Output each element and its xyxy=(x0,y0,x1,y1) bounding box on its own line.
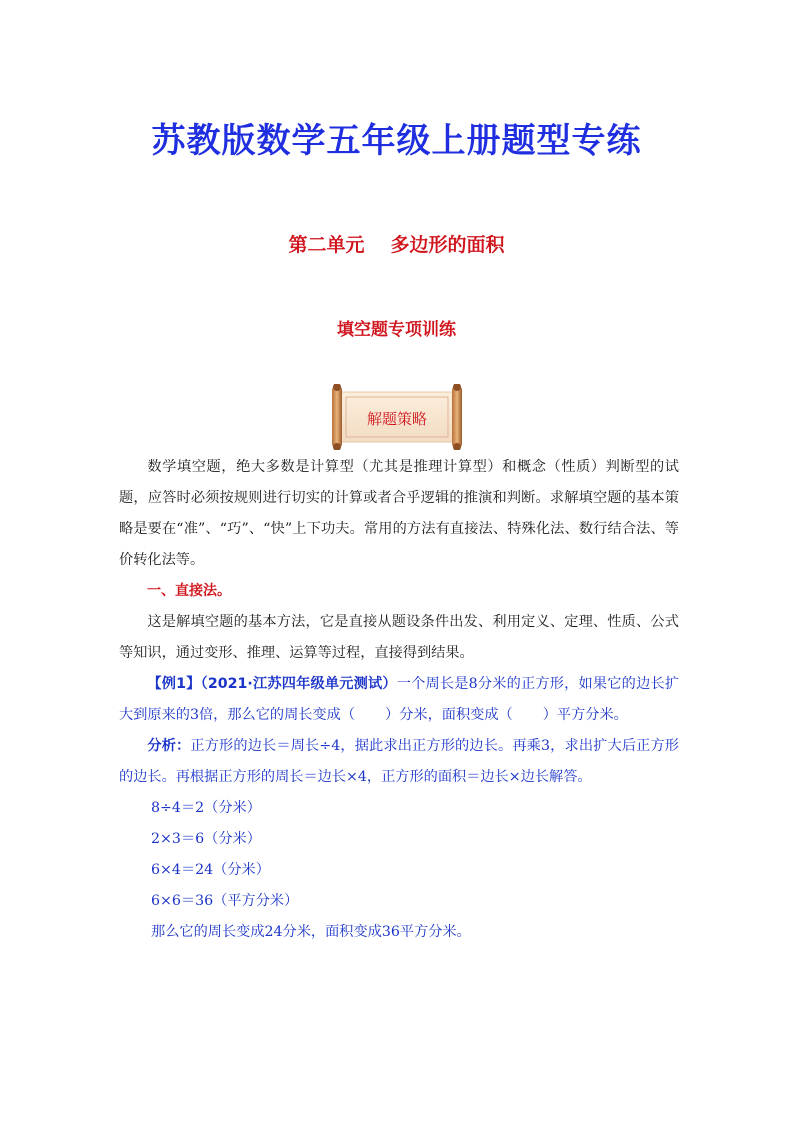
example-source: （2021·江苏四年级单元测试） xyxy=(200,676,397,692)
solution-step: 2×3＝6（分米） xyxy=(151,831,261,847)
strategy-banner xyxy=(326,384,468,450)
unit-title xyxy=(0,230,793,257)
question-part-b: ）分米，面积变成（ xyxy=(385,707,513,723)
solution-step: 6×4＝24（分米） xyxy=(151,862,270,878)
document-body xyxy=(119,452,679,948)
analysis-label: 分析： xyxy=(147,738,191,754)
unit-topic: 多边形的面积 xyxy=(390,234,505,256)
intro-paragraph: 数学填空题，绝大多数是计算型（尤其是推理计算型）和概念（性质）判断型的试题，应答时必须按规则进行切实的计算或者合乎逻辑的推演和判断。求解填空题的基本策略是要在“准”、“巧”、“快”上下功夫。常用的方法有直接法、特殊化法、数行结合法、等价转化法等。 xyxy=(119,459,679,568)
example-tag: 【例1】 xyxy=(147,676,201,692)
unit-number: 第二单元 xyxy=(288,234,365,256)
analysis-text: 正方形的边长＝周长÷4，据此求出正方形的边长。再乘3，求出扩大后正方形的边长。再根据正方形的周长＝边长×4，正方形的面积＝边长×边长解答。 xyxy=(119,738,679,785)
analysis xyxy=(119,731,679,793)
method-paragraph: 这是解填空题的基本方法，它是直接从题设条件出发、利用定义、定理、性质、公式等知识，通过变形、推理、运算等过程，直接得到结果。 xyxy=(119,614,679,661)
banner-label: 解题策略 xyxy=(366,410,427,428)
section-subtitle: 填空题专项训练 xyxy=(337,320,456,340)
question-part-a: 一个周长是8分米的正方形，如果它的边长扩大到原来的3倍，那么它的周长变成（ xyxy=(119,676,680,723)
example-question xyxy=(119,669,679,731)
solution-conclusion: 那么它的周长变成24分米，面积变成36平方分米。 xyxy=(151,924,471,940)
question-part-c: ）平方分米。 xyxy=(542,707,628,723)
method-heading: 一、直接法。 xyxy=(147,583,231,599)
solution-step: 6×6＝36（平方分米） xyxy=(151,893,299,909)
solution-step: 8÷4＝2（分米） xyxy=(151,800,261,816)
main-title: 苏教版数学五年级上册题型专练 xyxy=(151,121,642,161)
